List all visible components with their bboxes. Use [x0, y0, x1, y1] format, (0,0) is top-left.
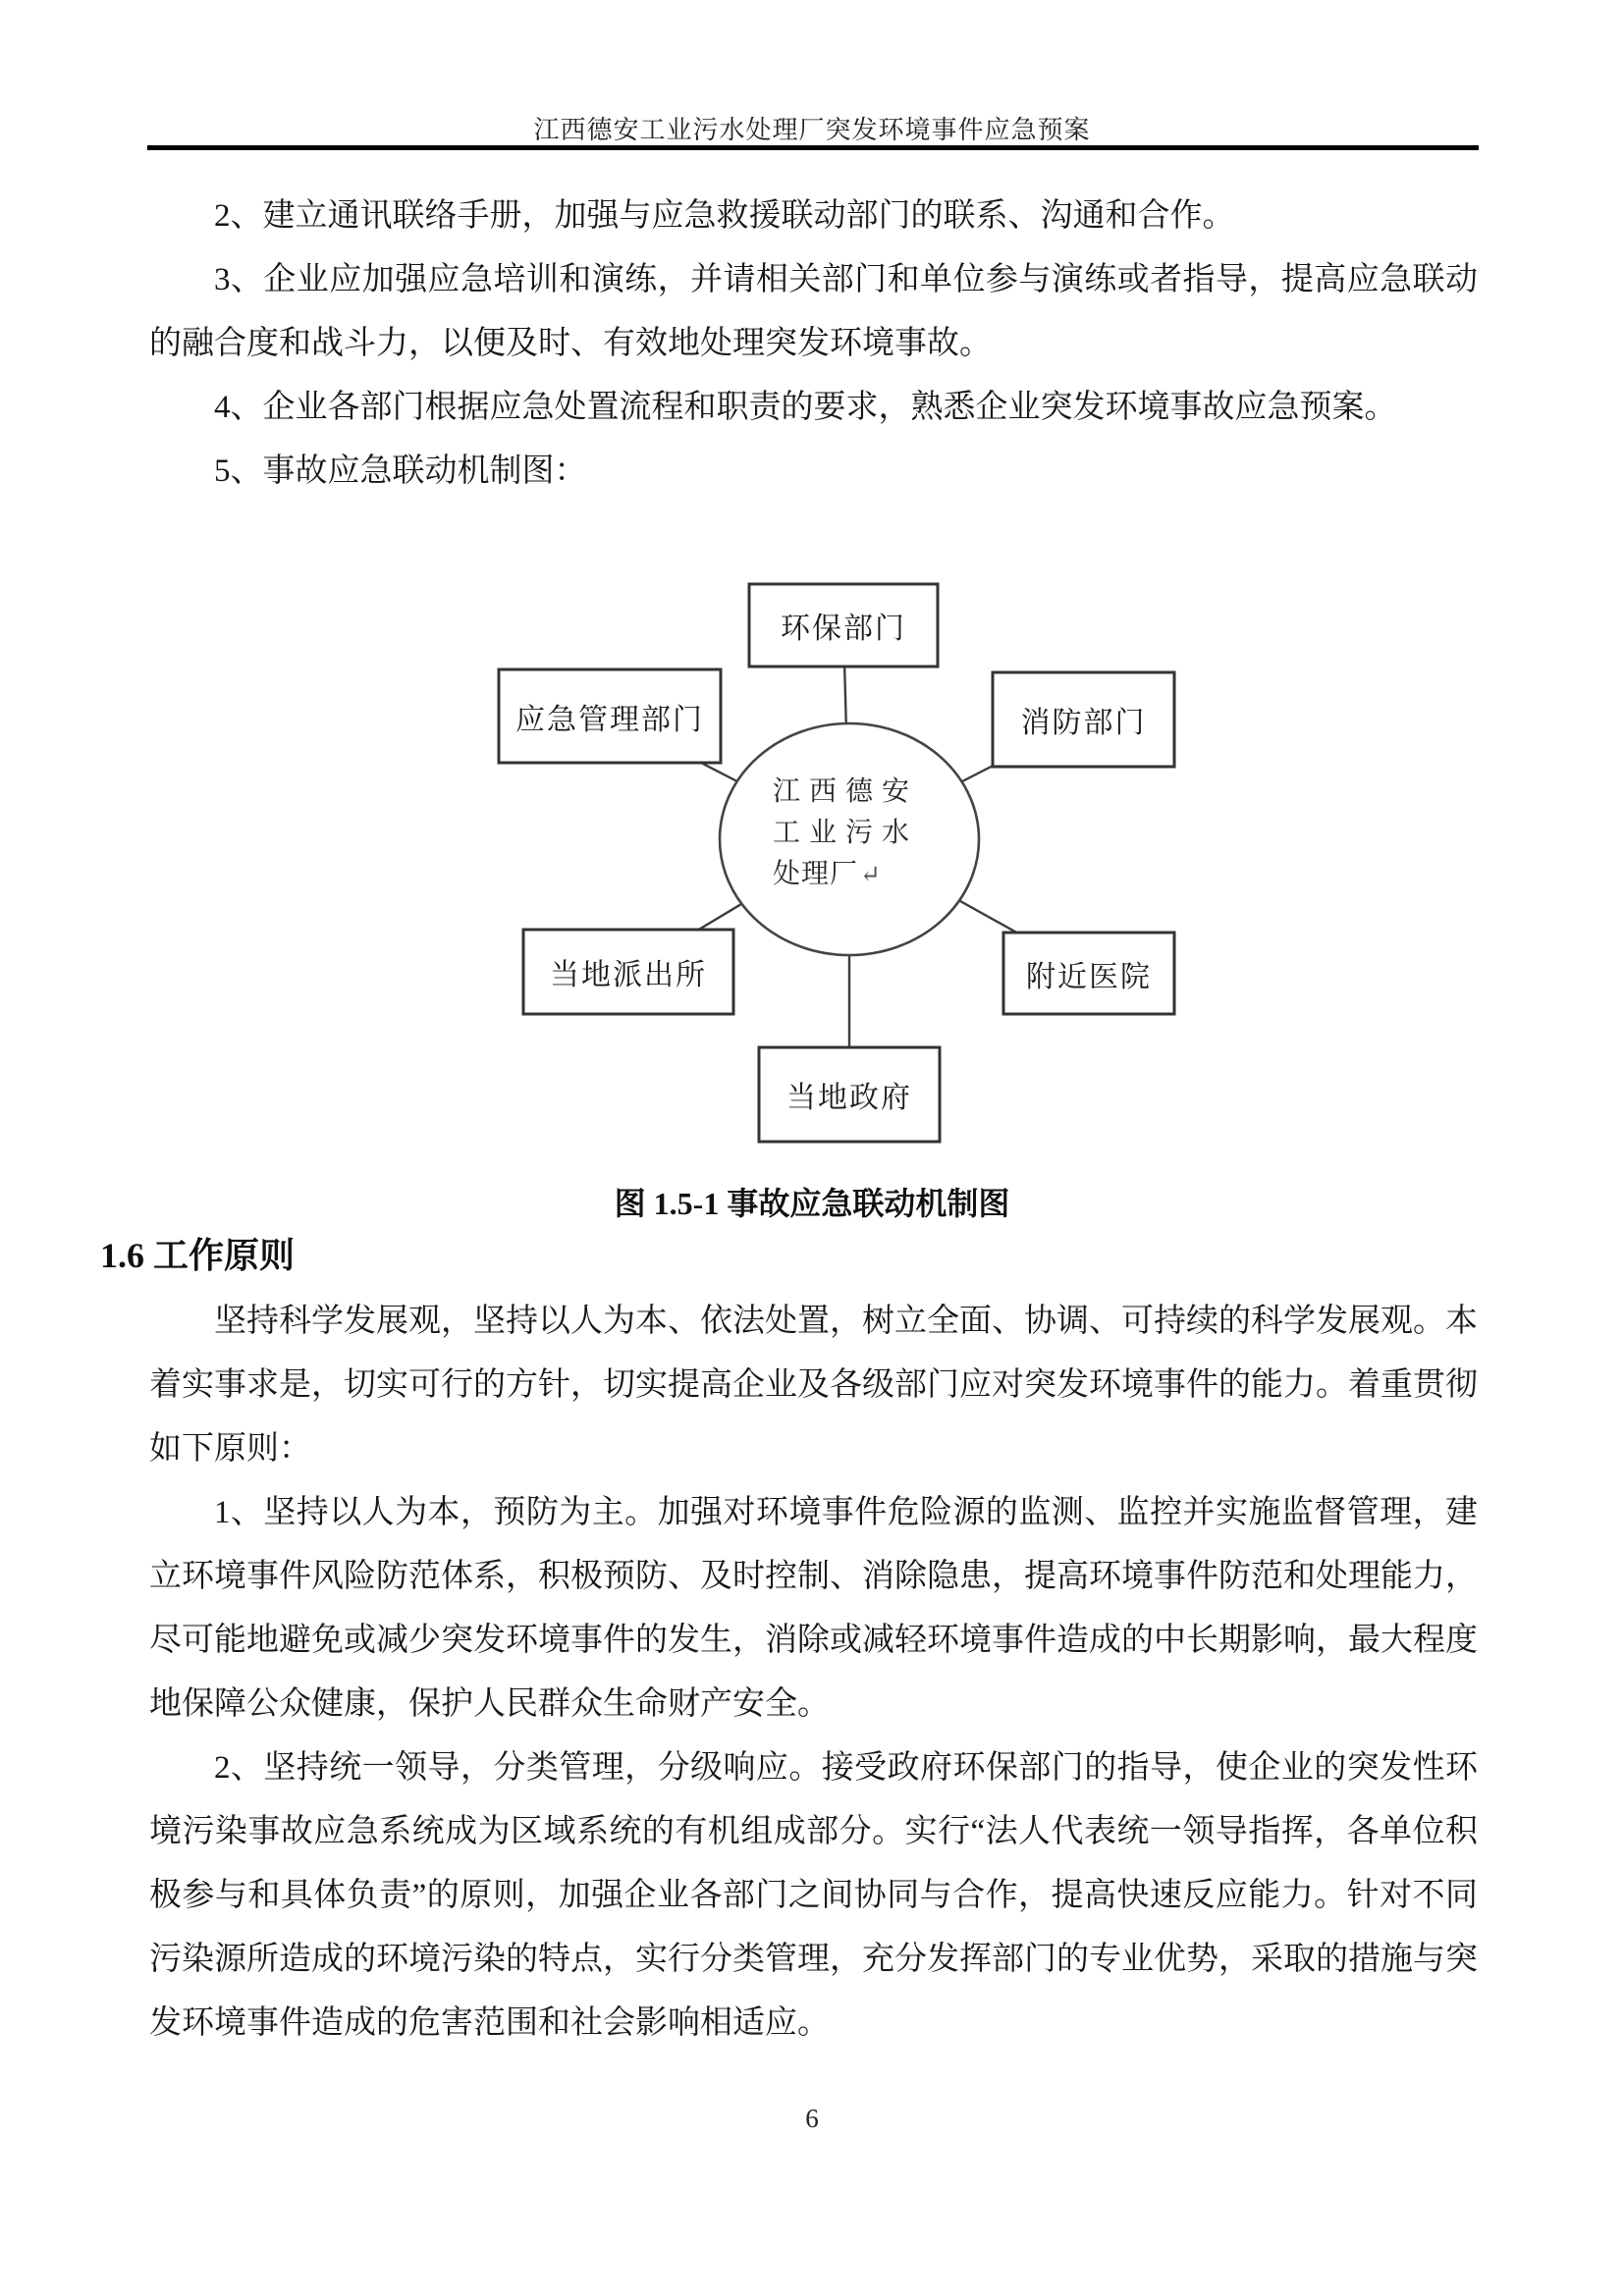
paragraph-line: 立环境事件风险防范体系，积极预防、及时控制、消除隐患，提高环境事件防范和处理能力， [149, 1559, 1478, 1594]
paragraph-line: 着实事求是，切实可行的方针，切实提高企业及各级部门应对突发环境事件的能力。着重贯彻 [149, 1367, 1478, 1403]
paragraph-line: 境污染事故应急系统成为区域系统的有机组成部分。实行“法人代表统一领导指挥，各单位积 [149, 1814, 1478, 1849]
paragraph-line: 3、企业应加强应急培训和演练，并请相关部门和单位参与演练或者指导，提高应急联动 [214, 262, 1478, 297]
paragraph-line: 如下原则： [149, 1431, 311, 1467]
paragraph-return-mark: ↵ [860, 862, 882, 888]
diagram-node-police-label: 当地派出所 [550, 959, 707, 991]
paragraph-line: 发环境事件造成的危害范围和社会影响相适应。 [149, 2005, 830, 2041]
paragraph-line: 2、建立通讯联络手册，加强与应急救援联动部门的联系、沟通和合作。 [214, 198, 1235, 234]
center-text-line3: 处理厂 [773, 859, 859, 889]
paragraph-line: 5、事故应急联动机制图： [214, 454, 587, 489]
paragraph-line: 污染源所造成的环境污染的特点，实行分类管理，充分发挥部门的专业优势，采取的措施与突 [149, 1942, 1478, 1977]
diagram-center-text [720, 772, 979, 895]
paragraph-line: 2、坚持统一领导，分类管理，分级响应。接受政府环保部门的指导，使企业的突发性环 [214, 1750, 1478, 1786]
page-number: 6 [805, 2104, 819, 2133]
paragraph-line: 1、坚持以人为本，预防为主。加强对环境事件危险源的监测、监控并实施监督管理，建 [214, 1495, 1478, 1530]
section-heading: 1.6 工作原则 [100, 1236, 296, 1275]
paragraph-line: 极参与和具体负责”的原则，加强企业各部门之间协同与合作，提高快速反应能力。针对不同 [149, 1878, 1478, 1913]
center-text-line [773, 854, 979, 895]
figure-caption: 图 1.5-1 事故应急联动机制图 [614, 1186, 1010, 1221]
paragraph-line: 的融合度和战斗力，以便及时、有效地处理突发环境事故。 [149, 326, 992, 361]
center-text-line: 工 业 污 水 [773, 818, 911, 848]
diagram-node-mgmt-label: 应急管理部门 [515, 703, 704, 736]
header-title: 江西德安工业污水处理厂突发环境事件应急预案 [533, 116, 1091, 144]
section-paragraphs [149, 1290, 1478, 2056]
paragraph-line: 尽可能地避免或减少突发环境事件的发生，消除或减轻环境事件造成的中长期影响，最大程度 [149, 1623, 1478, 1658]
diagram-node-hospital-label: 附近医院 [1026, 960, 1152, 993]
diagram-node-env-label: 环保部门 [781, 613, 906, 645]
paragraph-line: 地保障公众健康，保护人民群众生命财产安全。 [149, 1686, 830, 1722]
diagram-node-gov-label: 当地政府 [786, 1082, 912, 1114]
diagram-node-fire-label: 消防部门 [1020, 707, 1147, 739]
paragraph-line: 4、企业各部门根据应急处置流程和职责的要求，熟悉企业突发环境事故应急预案。 [214, 390, 1397, 425]
center-text-line: 江 西 德 安 [773, 776, 911, 807]
paragraph-line: 坚持科学发展观，坚持以人为本、依法处置，树立全面、协调、可持续的科学发展观。本 [214, 1304, 1478, 1339]
